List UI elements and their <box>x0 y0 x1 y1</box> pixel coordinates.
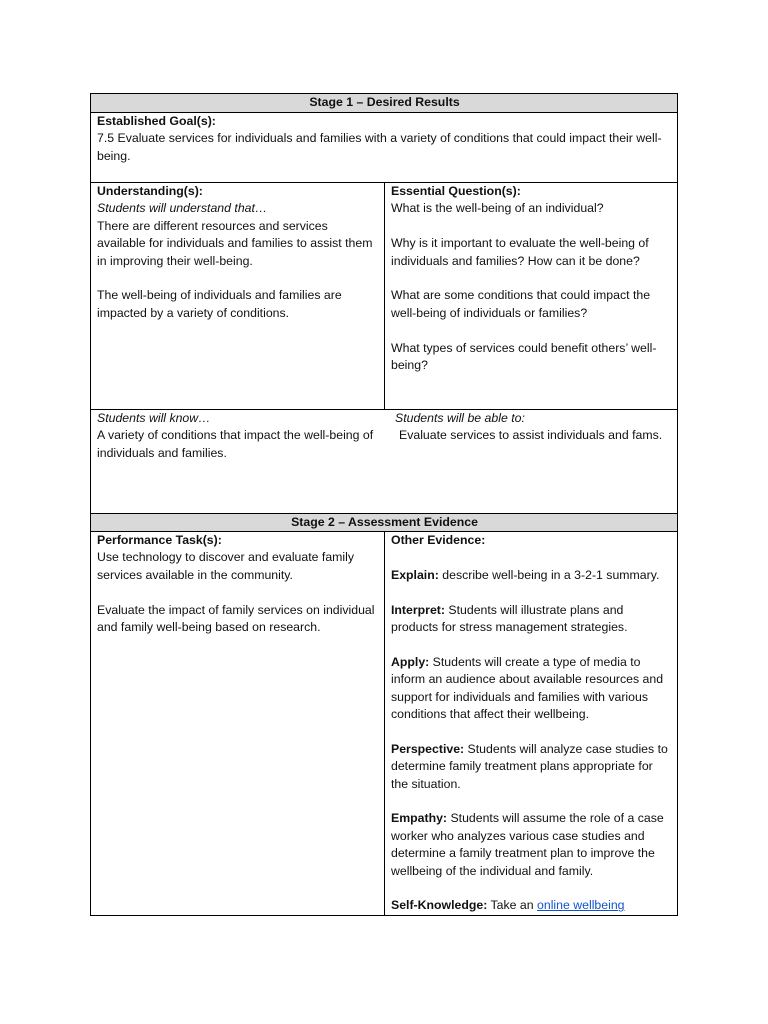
understandings-label: Understanding(s): <box>97 184 203 198</box>
evidence-empathy <box>391 810 672 880</box>
evidence-perspective <box>391 741 672 793</box>
essential-questions-label: Essential Question(s): <box>391 184 521 198</box>
ubd-table <box>90 93 678 916</box>
performance-task-item: Evaluate the impact of family services on individual and family well-being based on research. <box>97 602 375 635</box>
essential-question-item: What are some conditions that could impact the well-being of individuals or families? <box>391 288 651 320</box>
stage1-header-text: Stage 1 – Desired Results <box>309 95 460 109</box>
evidence-self-knowledge <box>391 897 672 914</box>
established-goals-label: Established Goal(s): <box>97 114 216 128</box>
other-evidence-cell <box>385 532 677 915</box>
stage2-header-text: Stage 2 – Assessment Evidence <box>291 515 478 529</box>
able-label: Students will be able to: <box>395 411 525 425</box>
stage1-header <box>91 94 677 112</box>
know-cell <box>91 410 385 513</box>
evidence-term: Apply: <box>391 654 430 669</box>
online-wellbeing-link[interactable]: online wellbeing <box>537 898 625 913</box>
performance-tasks-label: Performance Task(s): <box>97 533 222 547</box>
evidence-term: Explain: <box>391 567 439 582</box>
evidence-text: Students will illustrate plans and products for stress management strategies. <box>391 602 628 634</box>
know-label: Students will know… <box>97 411 211 425</box>
evidence-apply <box>391 654 672 724</box>
understanding-item: The well-being of individuals and families are impacted by a variety of conditions. <box>97 288 342 320</box>
understandings-cell <box>91 183 385 409</box>
understandings-row <box>91 182 677 409</box>
evidence-term: Interpret: <box>391 602 445 617</box>
essential-question-item: What types of services could benefit others’ well-being? <box>391 340 657 373</box>
able-text: Evaluate services to assist individuals and fams. <box>399 428 663 443</box>
evidence-interpret <box>391 602 672 637</box>
understanding-item: There are different resources and services available for individuals and families to assist them in improving their well-being. <box>97 218 373 268</box>
able-cell <box>385 410 677 513</box>
evidence-explain <box>391 567 672 584</box>
evidence-text: Students will assume the role of a case worker who analyzes various case studies and determine a family treatment plan to improve the wellbeing of the individual and family. <box>391 811 664 878</box>
essential-question-item: What is the well-being of an individual? <box>391 201 604 216</box>
performance-tasks-cell <box>91 532 385 915</box>
established-goals-text: 7.5 Evaluate services for individuals and families with a variety of conditions that could impact their well-being. <box>97 131 662 163</box>
know-able-row <box>91 409 677 513</box>
evidence-term: Perspective: <box>391 741 465 756</box>
evidence-text: Students will analyze case studies to determine family treatment plans appropriate for the situation. <box>391 741 668 791</box>
evidence-text: Students will create a type of media to inform an audience about available resources and support for individuals and families with various conditions that affect their wellbeing. <box>391 654 664 722</box>
know-text: A variety of conditions that impact the well-being of individuals and families. <box>97 428 374 460</box>
stage2-header <box>91 513 677 531</box>
essential-questions-cell <box>385 183 677 409</box>
assessment-row <box>91 531 677 915</box>
established-goals-cell <box>91 113 677 182</box>
evidence-term: Self-Knowledge: <box>391 898 488 913</box>
established-goals-row <box>91 112 677 182</box>
evidence-text: Take an <box>487 898 538 913</box>
other-evidence-label: Other Evidence: <box>391 533 486 547</box>
evidence-text: describe well-being in a 3-2-1 summary. <box>438 567 660 582</box>
essential-question-item: Why is it important to evaluate the well-being of individuals and families? How can it be done? <box>391 236 649 268</box>
understandings-intro: Students will understand that… <box>97 201 268 216</box>
evidence-term: Empathy: <box>391 811 448 826</box>
performance-task-item: Use technology to discover and evaluate family services available in the community. <box>97 550 355 582</box>
